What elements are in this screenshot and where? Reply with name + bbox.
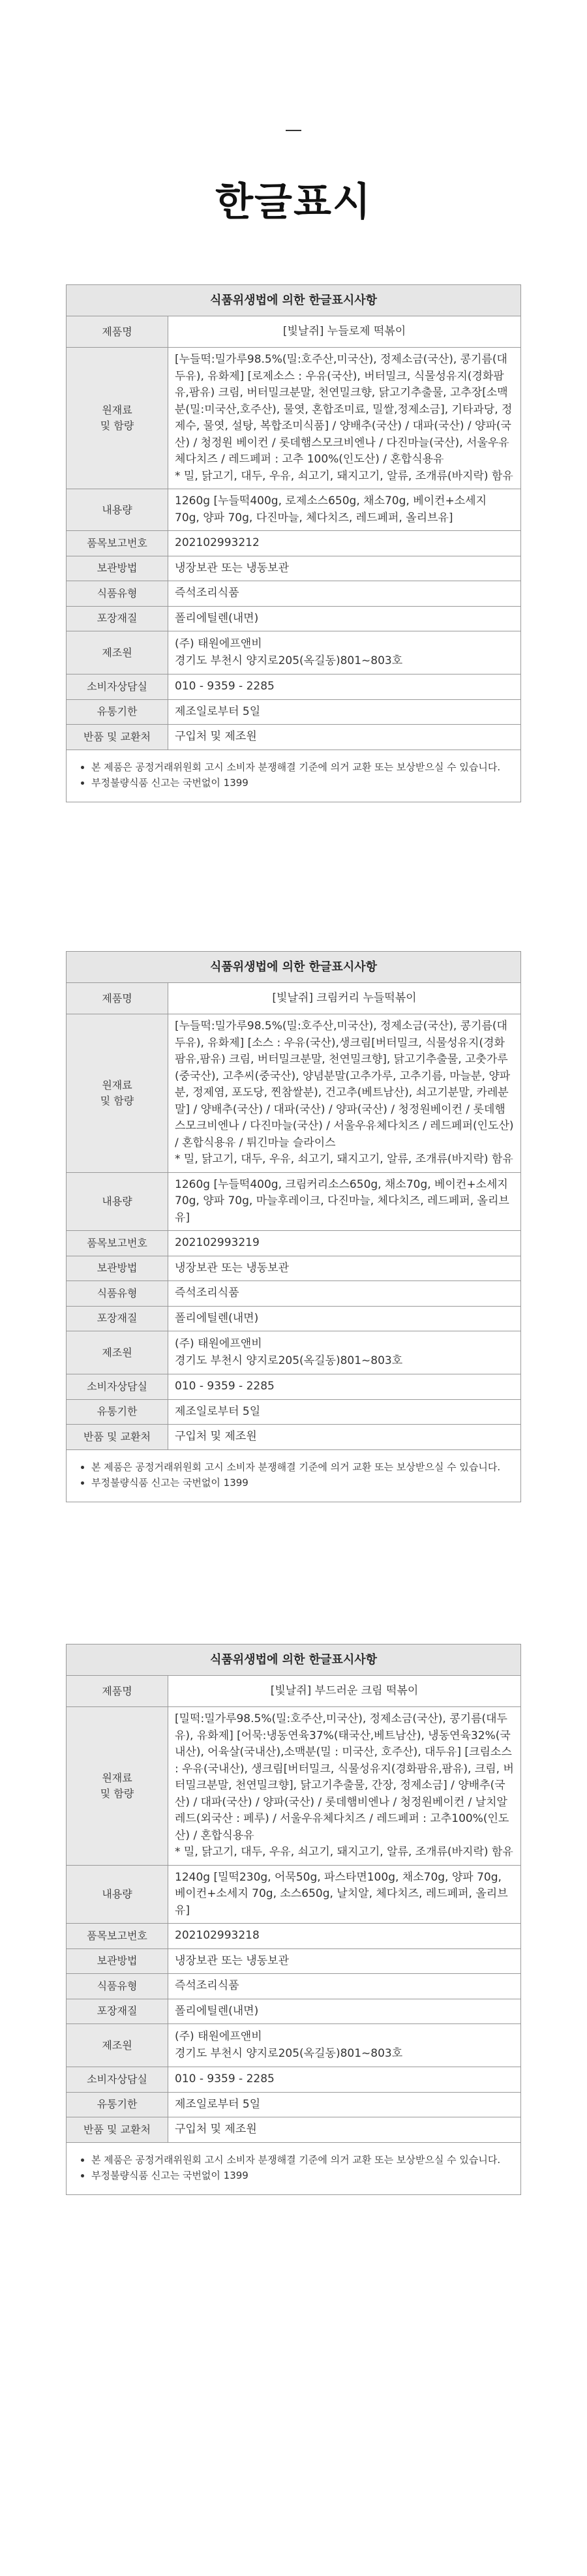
notice-item: • 본 제품은 공정거래위원회 고시 소비자 분쟁해결 기준에 의거 교환 또는 보상받으실 수 있습니다. [91,759,510,776]
food-type-label: 식품유형 [67,581,168,607]
top-divider [286,130,301,131]
packaging-label: 포장재질 [67,1306,168,1331]
storage-label: 보관방법 [67,1948,168,1974]
row-report-no [67,1231,521,1256]
content-label: 내용량 [67,489,168,531]
row-consumer-office [67,674,521,700]
row-report-no [67,1924,521,1949]
content-label: 내용량 [67,1172,168,1231]
consumer-office-value: 010 - 9359 - 2285 [168,1374,521,1400]
ingredients-label: 원재료 및 함량 [67,1014,168,1173]
manufacturer-label: 제조원 [67,2024,168,2067]
row-expiry [67,699,521,725]
ingredients-value: [누들떡:밀가루98.5%(밀:호주산,미국산), 정제소금(국산), 콩기름(대두유), 유화제] [소스 : 우유(국산),생크림[버터밀크, 식물성유지(경화팜유,팜유) 크림, 버터밀크분말, 천연밀크향], 닭고기추출물, 고춧가루(중국산), 고추씨(중국산), 양념분말(고추가루, 고추기름, 마늘분, 양파분, 정제염, 포도당, 찐참쌀분), 건고추(베트남산), 쇠고기분말, 카레분말] / 양배추(국산) / 대파(국산) / 양파(국산) / 청정원베이컨 / 롯데햄스모크비엔나 / 다진마늘(국산) / 서울우유체다치즈 / 레드페퍼(인도산) / 혼합식용유 / 튀긴마늘 슬라이스 * 밀, 닭고기, 대두, 우유, 쇠고기, 돼지고기, 알류, 조개류(바지락) 함유 [168,1014,521,1173]
content-value: 1240g [밀떡230g, 어묵50g, 파스타면100g, 채소70g, 양파 70g, 베이컨+소세지 70g, 소스650g, 날치알, 체다치즈, 레드페퍼, 올리브유] [168,1865,521,1924]
row-ingredients [67,1014,521,1173]
report-no-label: 품목보고번호 [67,1231,168,1256]
consumer-office-value: 010 - 9359 - 2285 [168,2067,521,2093]
row-food-type [67,1974,521,1999]
content-value: 1260g [누들떡400g, 크림커리소스650g, 채소70g, 베이컨+소세지 70g, 양파 70g, 마늘후레이크, 다진마늘, 체다치즈, 레드페퍼, 올리브유] [168,1172,521,1231]
manufacturer-value: (주) 태원에프앤비 경기도 부천시 양지로205(옥길동)801~803호 [168,631,521,674]
returns-label: 반품 및 교환처 [67,2117,168,2143]
notice-box [67,750,521,802]
row-consumer-office [67,2067,521,2093]
consumer-office-label: 소비자상담실 [67,1374,168,1400]
row-report-no [67,531,521,556]
notice-item: • 부정불량식품 신고는 국번없이 1399 [91,2168,510,2184]
notice-box [67,2142,521,2195]
row-manufacturer [67,631,521,674]
row-expiry [67,2092,521,2117]
row-returns [67,725,521,750]
expiry-label: 유통기한 [67,1399,168,1425]
row-returns [67,1425,521,1450]
row-storage [67,556,521,581]
row-content [67,1865,521,1924]
row-packaging [67,1306,521,1331]
storage-label: 보관방법 [67,556,168,581]
row-storage [67,1948,521,1974]
report-no-label: 품목보고번호 [67,531,168,556]
storage-value: 냉장보관 또는 냉동보관 [168,1948,521,1974]
row-packaging [67,606,521,631]
row-content [67,489,521,531]
name-value: [빛날쥐] 크림커리 누들떡볶이 [168,983,521,1014]
food-type-label: 식품유형 [67,1281,168,1307]
table-caption: 식품위생법에 의한 한글표시사항 [67,952,521,983]
notice-item: • 본 제품은 공정거래위원회 고시 소비자 분쟁해결 기준에 의거 교환 또는 보상받으실 수 있습니다. [91,1459,510,1476]
ingredients-value: [누들떡:밀가루98.5%(밀:호주산,미국산), 정제소금(국산), 콩기름(대두유), 유화제] [로제소스 : 우유(국산), 버터밀크, 식물성유지(경화팜유,팜유) 크림, 버터밀크분말, 천연밀크향, 닭고기추출물, 고추장[소맥분(밀:미국산,호주산), 물엿, 혼합조미료, 밀쌀,정제소금], 기타과당, 정제수, 물엿, 설탕, 복합조미식품] / 양배추(국산) / 대파(국산) / 양파(국산) / 청정원 베이컨 / 롯데햄스모크비엔나 / 다진마늘(국산), 서울우유 체다치즈 / 레드페퍼 : 고추 100%(인도산) / 혼합식용유 * 밀, 닭고기, 대두, 우유, 쇠고기, 돼지고기, 알류, 조개류(바지락) 함유 [168,348,521,489]
food-type-value: 즉석조리식품 [168,581,521,607]
consumer-office-value: 010 - 9359 - 2285 [168,674,521,700]
packaging-label: 포장재질 [67,1999,168,2024]
manufacturer-value: (주) 태원에프앤비 경기도 부천시 양지로205(옥길동)801~803호 [168,2024,521,2067]
storage-label: 보관방법 [67,1256,168,1281]
manufacturer-label: 제조원 [67,631,168,674]
page-title: 한글표시 [215,179,372,225]
row-expiry [67,1399,521,1425]
packaging-label: 포장재질 [67,606,168,631]
returns-value: 구입처 및 제조원 [168,2117,521,2143]
name-label: 제품명 [67,316,168,348]
expiry-label: 유통기한 [67,699,168,725]
food-type-label: 식품유형 [67,1974,168,1999]
returns-label: 반품 및 교환처 [67,1425,168,1450]
food-type-value: 즉석조리식품 [168,1974,521,1999]
row-storage [67,1256,521,1281]
name-value: [빛날쥐] 누들로제 떡볶이 [168,316,521,348]
name-label: 제품명 [67,1676,168,1707]
expiry-label: 유통기한 [67,2092,168,2117]
name-value: [빛날쥐] 부드러운 크림 떡볶이 [168,1676,521,1707]
row-packaging [67,1999,521,2024]
table-caption: 식품위생법에 의한 한글표시사항 [67,285,521,316]
food-label-table [66,951,521,1502]
storage-value: 냉장보관 또는 냉동보관 [168,556,521,581]
packaging-value: 폴리에틸렌(내면) [168,1306,521,1331]
notice-item: • 부정불량식품 신고는 국번없이 1399 [91,775,510,791]
food-label-table [66,284,521,802]
row-food-type [67,1281,521,1307]
row-returns [67,2117,521,2143]
returns-label: 반품 및 교환처 [67,725,168,750]
notice-list [81,759,510,792]
notice-list [81,2152,510,2185]
row-food-type [67,581,521,607]
row-ingredients [67,1707,521,1866]
food-label-table [66,1644,521,2195]
notice-item: • 본 제품은 공정거래위원회 고시 소비자 분쟁해결 기준에 의거 교환 또는 보상받으실 수 있습니다. [91,2152,510,2168]
report-no-label: 품목보고번호 [67,1924,168,1949]
table-caption: 식품위생법에 의한 한글표시사항 [67,1644,521,1676]
row-content [67,1172,521,1231]
notice-list [81,1459,510,1492]
row-name [67,1676,521,1707]
row-consumer-office [67,1374,521,1400]
packaging-value: 폴리에틸렌(내면) [168,606,521,631]
storage-value: 냉장보관 또는 냉동보관 [168,1256,521,1281]
row-manufacturer [67,1331,521,1374]
report-no-value: 202102993218 [168,1924,521,1949]
report-no-value: 202102993212 [168,531,521,556]
packaging-value: 폴리에틸렌(내면) [168,1999,521,2024]
report-no-value: 202102993219 [168,1231,521,1256]
ingredients-label: 원재료 및 함량 [67,348,168,489]
notice-item: • 부정불량식품 신고는 국번없이 1399 [91,1475,510,1491]
content-value: 1260g [누들떡400g, 로제소스650g, 채소70g, 베이컨+소세지 70g, 양파 70g, 다진마늘, 체다치즈, 레드페퍼, 올리브유] [168,489,521,531]
expiry-value: 제조일로부터 5일 [168,2092,521,2117]
manufacturer-value: (주) 태원에프앤비 경기도 부천시 양지로205(옥길동)801~803호 [168,1331,521,1374]
food-type-value: 즉석조리식품 [168,1281,521,1307]
ingredients-value: [밀떡:밀가루98.5%(밀:호주산,미국산), 정제소금(국산), 콩기름(대두유), 유화제] [어묵:냉동연육37%(태국산,베트남산), 냉동연육32%(국내산), 어육살(국내산),소맥분(밀 : 미국산, 호주산), 대두유] [크림소스 : 우유(국내산), 생크림[버터밀크, 식물성유지(경화팜유,팜유), 크림, 버터밀크분말, 천연밀크향], 닭고기추출물, 간장, 정제소금] / 양배추(국산) / 대파(국산) / 양파(국산) / 롯데햄비엔나 / 청정원베이컨 / 날치알레드(외국산 : 페루) / 서울우유체다치즈 / 레드페퍼 : 고추100%(인도산) / 혼합식용유 * 밀, 닭고기, 대두, 우유, 쇠고기, 돼지고기, 알류, 조개류(바지락) 함유 [168,1707,521,1866]
ingredients-label: 원재료 및 함량 [67,1707,168,1866]
returns-value: 구입처 및 제조원 [168,1425,521,1450]
content-label: 내용량 [67,1865,168,1924]
row-name [67,983,521,1014]
returns-value: 구입처 및 제조원 [168,725,521,750]
expiry-value: 제조일로부터 5일 [168,699,521,725]
row-name [67,316,521,348]
row-manufacturer [67,2024,521,2067]
consumer-office-label: 소비자상담실 [67,2067,168,2093]
name-label: 제품명 [67,983,168,1014]
notice-box [67,1449,521,1502]
consumer-office-label: 소비자상담실 [67,674,168,700]
manufacturer-label: 제조원 [67,1331,168,1374]
expiry-value: 제조일로부터 5일 [168,1399,521,1425]
row-ingredients [67,348,521,489]
